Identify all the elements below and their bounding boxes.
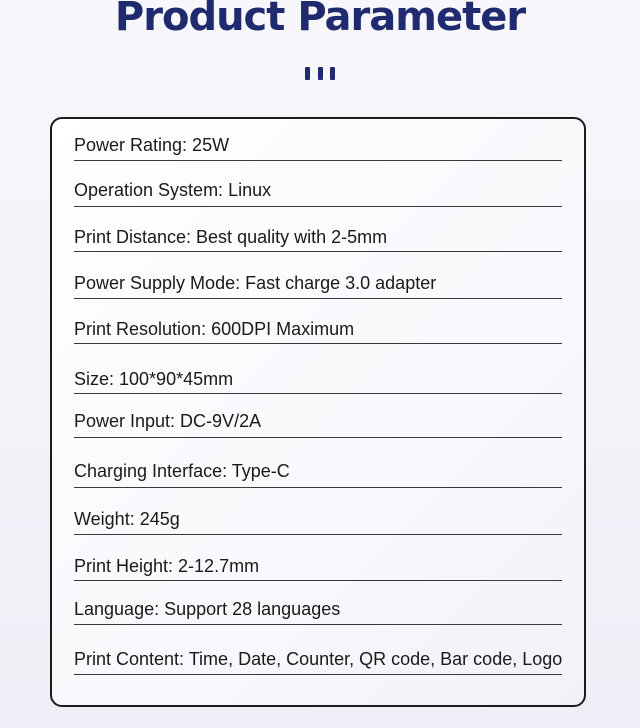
param-text: Power Rating: 25W [74, 135, 230, 155]
param-text: Language: Support 28 languages [74, 599, 341, 619]
page-title: Product Parameter [114, 0, 526, 40]
param-row [74, 272, 562, 299]
param-row [74, 226, 562, 252]
param-row [74, 460, 562, 488]
param-row [74, 555, 562, 581]
param-text: Charging Interface: Type-C [74, 461, 290, 481]
title-divider-mark [305, 67, 335, 80]
param-row [74, 598, 562, 625]
param-text: Print Resolution: 600DPI Maximum [74, 319, 355, 339]
divider-bar [318, 67, 323, 80]
param-text: Print Distance: Best quality with 2-5mm [74, 227, 388, 247]
param-text: Operation System: Linux [74, 180, 272, 200]
param-row [74, 410, 562, 438]
param-row [74, 648, 562, 675]
param-text: Weight: 245g [74, 509, 180, 529]
param-row [74, 179, 562, 207]
param-text: Power Input: DC-9V/2A [74, 411, 262, 431]
param-row [74, 368, 562, 394]
param-text: Power Supply Mode: Fast charge 3.0 adapter [74, 273, 437, 293]
param-row [74, 318, 562, 344]
param-row [74, 508, 562, 535]
param-text: Print Height: 2-12.7mm [74, 556, 260, 576]
divider-bar [330, 67, 335, 80]
param-text: Size: 100*90*45mm [74, 369, 234, 389]
divider-bar [305, 67, 310, 80]
param-row [74, 134, 562, 161]
param-text: Print Content: Time, Date, Counter, QR code, Bar code, Logo [74, 649, 563, 669]
